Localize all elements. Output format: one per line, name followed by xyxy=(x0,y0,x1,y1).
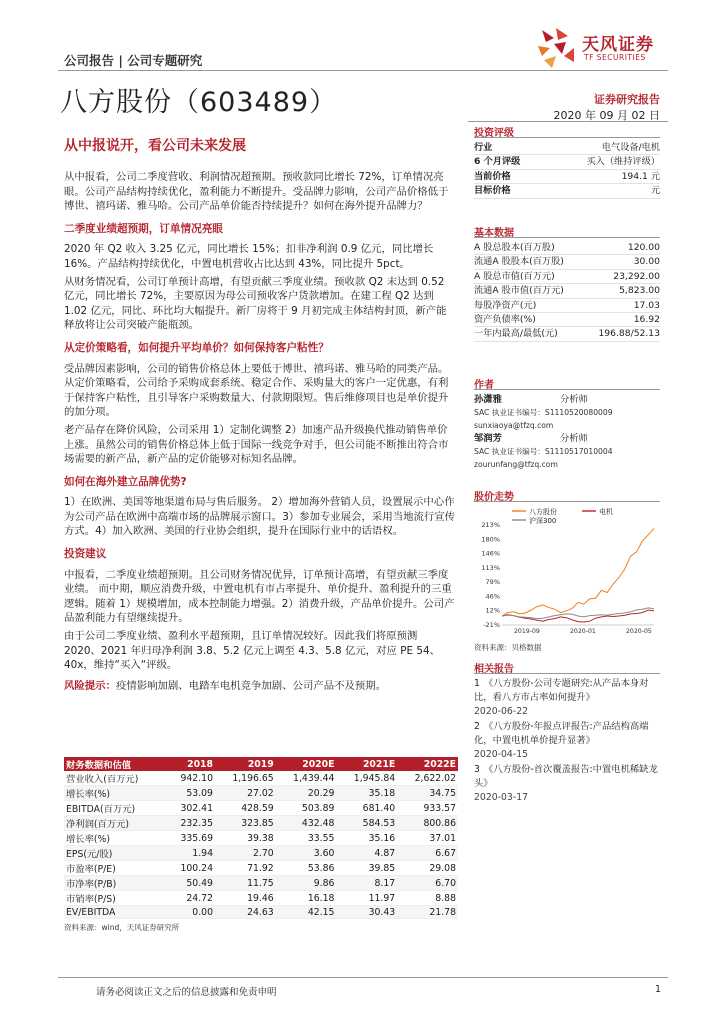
rating-key: 6 个月评级 xyxy=(474,156,521,168)
price-chart xyxy=(474,505,660,637)
table-row xyxy=(64,906,458,919)
related-report-item[interactable] xyxy=(474,677,660,719)
table-row xyxy=(64,786,458,801)
basic-data-key: 资产负债率(%) xyxy=(474,313,536,325)
related-heading: 相关报告 xyxy=(474,660,660,674)
basic-data-key: A 股总市值(百万元) xyxy=(474,270,555,282)
table-cell: 42.15 xyxy=(276,906,337,919)
table-cell: 71.92 xyxy=(215,861,276,876)
table-cell: 21.78 xyxy=(397,906,458,919)
table-cell: 335.69 xyxy=(166,831,215,846)
table-cell: EBITDA(百万元) xyxy=(64,801,166,816)
table-cell: 39.38 xyxy=(215,831,276,846)
risk-text: 疫情影响加剧、电踏车电机竞争加剧、公司产品不及预期。 xyxy=(115,679,387,692)
risk-label: 风险提示： xyxy=(64,679,116,692)
related-report-number: 2 xyxy=(474,721,480,732)
related-reports-panel xyxy=(474,660,660,806)
table-cell: 16.18 xyxy=(276,891,337,906)
table-cell: 681.40 xyxy=(336,801,397,816)
author-line xyxy=(474,393,660,406)
risk-note xyxy=(64,679,456,694)
table-row xyxy=(64,801,458,816)
table-row xyxy=(64,816,458,831)
table-cell: 1,439.44 xyxy=(276,771,337,786)
table-header-cell: 2022E xyxy=(397,757,458,771)
rating-value: 194.1 元 xyxy=(621,170,660,182)
section-heading: 投资建议 xyxy=(64,548,107,561)
table-cell: 市净率(P/B) xyxy=(64,876,166,891)
brand-name-en: TF SECURITIES xyxy=(584,53,646,62)
table-header-cell: 2021E xyxy=(336,757,397,771)
related-report-number: 1 xyxy=(474,678,480,689)
paragraph: 1）在欧洲、美国等地渠道布局与售后服务。 2）增加海外营销人员，设置展示中心作为公司产品在欧洲中高端市场的品牌展示窗口。3）参加专业展会，采用当地流行宣传方式。4）加入欧洲、美国的行业协会组织，提升在国际行业中的话语权。 xyxy=(64,496,456,538)
paragraph: 受品牌因素影响，公司的销售价格总体上要低于博世、禧玛诺、雅马哈的同类产品。从定价策略看，公司给予采购成套系统、稳定合作、采购量大的客户一定优惠，有利于保持客户粘性，且引导客户采购数量大、付款期限短。售后维修项目也是单价提升的加分项。 xyxy=(64,362,449,419)
rating-heading: 投资评级 xyxy=(474,124,660,138)
table-cell: 503.89 xyxy=(276,801,337,816)
table-row xyxy=(64,861,458,876)
table-row xyxy=(64,846,458,861)
table-cell: 6.67 xyxy=(397,846,458,861)
table-cell: 市盈率(P/E) xyxy=(64,861,166,876)
table-cell: 24.72 xyxy=(166,891,215,906)
paragraph: 2020 年 Q2 收入 3.25 亿元，同比增长 15%；扣非净利润 0.9 亿元，同比增长 16%。产品结构持续优化，中置电机营收占比达到 43%，同比提升 5pct。 xyxy=(64,243,434,270)
related-report-item[interactable] xyxy=(474,720,660,762)
table-cell: 39.85 xyxy=(336,861,397,876)
table-cell: 800.86 xyxy=(397,816,458,831)
table-cell: 24.63 xyxy=(215,906,276,919)
table-cell: 428.59 xyxy=(215,801,276,816)
table-cell: 20.29 xyxy=(276,786,337,801)
table-cell: 30.43 xyxy=(336,906,397,919)
table-cell: EV/EBITDA xyxy=(64,906,166,919)
page-number: 1 xyxy=(655,984,662,995)
table-cell: 302.41 xyxy=(166,801,215,816)
x-tick-label: 2020-05 xyxy=(626,628,652,635)
rating-key: 目标价格 xyxy=(474,185,511,197)
y-tick-label: 46% xyxy=(485,592,500,601)
table-cell: 11.97 xyxy=(336,891,397,906)
table-cell: 432.48 xyxy=(276,816,337,831)
related-report-title: 《八方股份-公司专题研究:从产品本身对比，看八方市占率如何提升》 xyxy=(474,678,649,703)
table-cell: 50.49 xyxy=(166,876,215,891)
table-cell: 营业收入(百万元) xyxy=(64,771,166,786)
paragraph: 由于公司二季度业绩、盈利水平超预期，且订单情况较好。因此我们将原预测 2020、2021 年归母净利润 3.8、5.2 亿元上调至 4.3、5.8 亿元，对应 PE 54、40x，维持“买入“评级。 xyxy=(64,630,440,672)
table-cell: 9.86 xyxy=(276,876,337,891)
basic-data-value: 23,292.00 xyxy=(613,270,660,282)
table-cell: 净利润(百万元) xyxy=(64,816,166,831)
table-cell: 53.09 xyxy=(166,786,215,801)
authors-panel xyxy=(474,376,660,471)
table-row xyxy=(64,876,458,891)
table-cell: 市销率(P/S) xyxy=(64,891,166,906)
header-divider xyxy=(58,70,668,71)
table-cell: 37.01 xyxy=(397,831,458,846)
main-body xyxy=(64,170,456,696)
legend-label: 八方股份 xyxy=(529,508,557,516)
table-cell: 3.60 xyxy=(276,846,337,861)
report-category: 公司报告 | 公司专题研究 xyxy=(64,53,203,68)
table-cell: 8.17 xyxy=(336,876,397,891)
author-role: 分析师 xyxy=(560,394,588,405)
author-email[interactable]: zourunfang@tfzq.com xyxy=(474,460,558,469)
author-entry xyxy=(474,432,660,471)
basic-data-key: 流通A 股市值(百万元) xyxy=(474,285,564,297)
basic-data-key: 每股净资产(元) xyxy=(474,299,537,311)
table-cell: 933.57 xyxy=(397,801,458,816)
chart-source: 资料来源：贝格数据 xyxy=(474,643,542,652)
table-row xyxy=(64,831,458,846)
tf-logo-icon xyxy=(534,26,580,70)
table-cell: 35.18 xyxy=(336,786,397,801)
basic-data-row xyxy=(474,241,660,255)
basic-data-key: 一年内最高/最低(元) xyxy=(474,328,558,340)
related-report-date: 2020-06-22 xyxy=(474,706,529,717)
table-cell: 2.70 xyxy=(215,846,276,861)
table-header-cell: 2018 xyxy=(166,757,215,771)
basic-data-value: 196.88/52.13 xyxy=(598,328,660,340)
table-row xyxy=(64,891,458,906)
x-tick-label: 2019-09 xyxy=(514,628,540,635)
financial-table-block xyxy=(64,757,458,933)
basic-data-key: A 股总股本(百万股) xyxy=(474,242,555,253)
table-cell: EPS(元/股) xyxy=(64,846,166,861)
footer-disclaimer: 请务必阅读正文之后的信息披露和免责申明 xyxy=(96,987,277,998)
author-sac: SAC 执业证书编号：S1110520080009 xyxy=(474,408,613,417)
table-cell: 584.53 xyxy=(336,816,397,831)
rating-key: 行业 xyxy=(474,142,493,153)
related-report-title: 《八方股份-年报点评报告:产品结构高端化，中置电机单价提升显著》 xyxy=(474,721,649,746)
table-cell: 942.10 xyxy=(166,771,215,786)
footer-divider xyxy=(58,977,668,978)
author-role: 分析师 xyxy=(560,433,588,444)
basic-data-row xyxy=(474,255,660,269)
chart-heading: 股价走势 xyxy=(474,488,660,502)
date-divider xyxy=(468,121,668,122)
rating-panel xyxy=(474,124,660,199)
table-row xyxy=(64,771,458,786)
table-source: 资料来源：wind，天风证券研究所 xyxy=(64,923,180,933)
table-cell: 1,945.84 xyxy=(336,771,397,786)
basic-data-value: 17.03 xyxy=(633,299,660,311)
y-tick-label: 146% xyxy=(481,549,500,558)
table-cell: 11.75 xyxy=(215,876,276,891)
rating-key: 当前价格 xyxy=(474,170,511,182)
x-tick-label: 2020-01 xyxy=(570,628,596,635)
basic-data-row xyxy=(474,270,660,284)
y-tick-label: 12% xyxy=(485,606,500,615)
table-cell: 232.35 xyxy=(166,816,215,831)
basic-data-row xyxy=(474,284,660,298)
table-header-cell: 财务数据和估值 xyxy=(64,757,166,771)
author-name: 孙潇雅 xyxy=(474,394,502,405)
rating-row xyxy=(474,155,660,169)
table-cell: 34.75 xyxy=(397,786,458,801)
table-cell: 6.70 xyxy=(397,876,458,891)
y-tick-label: 113% xyxy=(481,563,500,572)
related-report-date: 2020-04-15 xyxy=(474,749,529,760)
basic-data-value: 5,823.00 xyxy=(619,285,660,297)
related-report-number: 3 xyxy=(474,764,480,775)
table-cell: 增长率(%) xyxy=(64,786,166,801)
basic-data-heading: 基本数据 xyxy=(474,224,660,238)
brand-name: 天风证券 xyxy=(582,35,654,55)
basic-data-value: 16.92 xyxy=(633,313,660,325)
basic-data-value: 30.00 xyxy=(633,256,660,268)
table-cell: 323.85 xyxy=(215,816,276,831)
basic-data-row xyxy=(474,327,660,341)
basic-data-row xyxy=(474,299,660,313)
table-cell: 2,622.02 xyxy=(397,771,458,786)
table-header-cell: 2019 xyxy=(215,757,276,771)
paragraph: 中报看，二季度业绩超预期。且公司财务情况优异，订单预计高增，有望贡献三季度业绩。 而中期，顺应消费升级，中置电机有市占率提升、单价提升、盈利提升的三重逻辑。随着 1）规模增加，成本控制能力增强。2）消费升级，产品单价提升。公司产品盈利能力有望继续提升。 xyxy=(64,568,455,625)
table-cell: 0.00 xyxy=(166,906,215,919)
paragraph: 老产品存在降价风险，公司采用 1）定制化调整 2）加速产品升级换代推动销售单价上涨。虽然公司的销售价格总体上低于国际一线竞争对手，但公司能不断推出符合市场需要的新产品，新产品的定价能够对标知名品牌。 xyxy=(64,423,449,466)
related-report-item[interactable] xyxy=(474,763,660,805)
legend-label: 电机 xyxy=(599,508,613,516)
related-report-date: 2020-03-17 xyxy=(474,792,529,803)
table-cell: 8.88 xyxy=(397,891,458,906)
table-cell: 33.55 xyxy=(276,831,337,846)
table-cell: 19.46 xyxy=(215,891,276,906)
table-cell: 1.94 xyxy=(166,846,215,861)
report-date: 2020 年 09 月 02 日 xyxy=(553,109,660,122)
authors-heading: 作者 xyxy=(474,376,660,390)
y-tick-label: 79% xyxy=(485,578,500,587)
rating-row xyxy=(474,184,660,198)
rating-value: 买入（维持评级） xyxy=(586,156,660,168)
basic-data-key: 流通A 股股本(百万股) xyxy=(474,256,564,268)
series-line-0 xyxy=(502,528,654,616)
table-cell: 29.08 xyxy=(397,861,458,876)
basic-data-value: 120.00 xyxy=(627,242,660,253)
paragraph: 从财务情况看，公司订单预计高增，有望贡献三季度业绩。预收款 Q2 末达到 0.52 亿元，同比增长 72%，主要原因为母公司预收客户货款增加。在建工程 Q2 达到 1.02 亿元，同比、环比均大幅提升。新厂房将于 9 月初完成主体结构封顶，新产能释放将让公司突破产能瓶颈。 xyxy=(64,275,447,332)
report-subtitle: 从中报说开，看公司未来发展 xyxy=(64,138,246,154)
financial-table xyxy=(64,757,458,919)
page-title: 八方股份（603489） xyxy=(60,87,338,118)
author-entry xyxy=(474,393,660,432)
related-report-title: 《八方股份-首次覆盖报告:中置电机稀缺龙头》 xyxy=(474,764,658,789)
rating-row xyxy=(474,170,660,184)
section-heading: 二季度业绩超预期，订单情况亮眼 xyxy=(64,222,223,235)
table-cell: 1,196.65 xyxy=(215,771,276,786)
basic-data-row xyxy=(474,313,660,327)
table-cell: 53.86 xyxy=(276,861,337,876)
table-cell: 增长率(%) xyxy=(64,831,166,846)
rating-value: 元 xyxy=(650,185,660,197)
table-cell: 100.24 xyxy=(166,861,215,876)
basic-data-panel xyxy=(474,224,660,342)
rating-row xyxy=(474,141,660,155)
y-tick-label: 213% xyxy=(481,521,500,529)
intro-paragraph: 从中报看，公司二季度营收、利润情况超预期。预收款同比增长 72%，订单情况亮眼。公司产品结构持续优化，盈利能力不断提升。受品牌力影响，公司产品价格低于博世、禧玛诺、雅马哈。公司产品单价能否持续提升？如何在海外提升品牌力？ xyxy=(64,171,449,213)
price-chart-panel xyxy=(474,488,660,653)
report-type: 证券研究报告 xyxy=(594,93,660,106)
section-heading: 如何在海外建立品牌优势? xyxy=(64,475,187,488)
y-tick-label: -21% xyxy=(483,621,500,629)
author-sac: SAC 执业证书编号：S1110517010004 xyxy=(474,447,613,456)
rating-value: 电气设备/电机 xyxy=(601,142,660,153)
author-line xyxy=(474,432,660,445)
author-email[interactable]: sunxiaoya@tfzq.com xyxy=(474,421,554,430)
table-cell: 35.16 xyxy=(336,831,397,846)
table-cell: 27.02 xyxy=(215,786,276,801)
legend-label: 沪深300 xyxy=(529,517,557,525)
table-cell: 4.87 xyxy=(336,846,397,861)
table-header-cell: 2020E xyxy=(276,757,337,771)
y-tick-label: 180% xyxy=(481,535,500,544)
author-name: 邹润芳 xyxy=(474,433,502,444)
section-heading: 从定价策略看，如何提升平均单价？如何保持客户粘性？ xyxy=(64,341,329,354)
